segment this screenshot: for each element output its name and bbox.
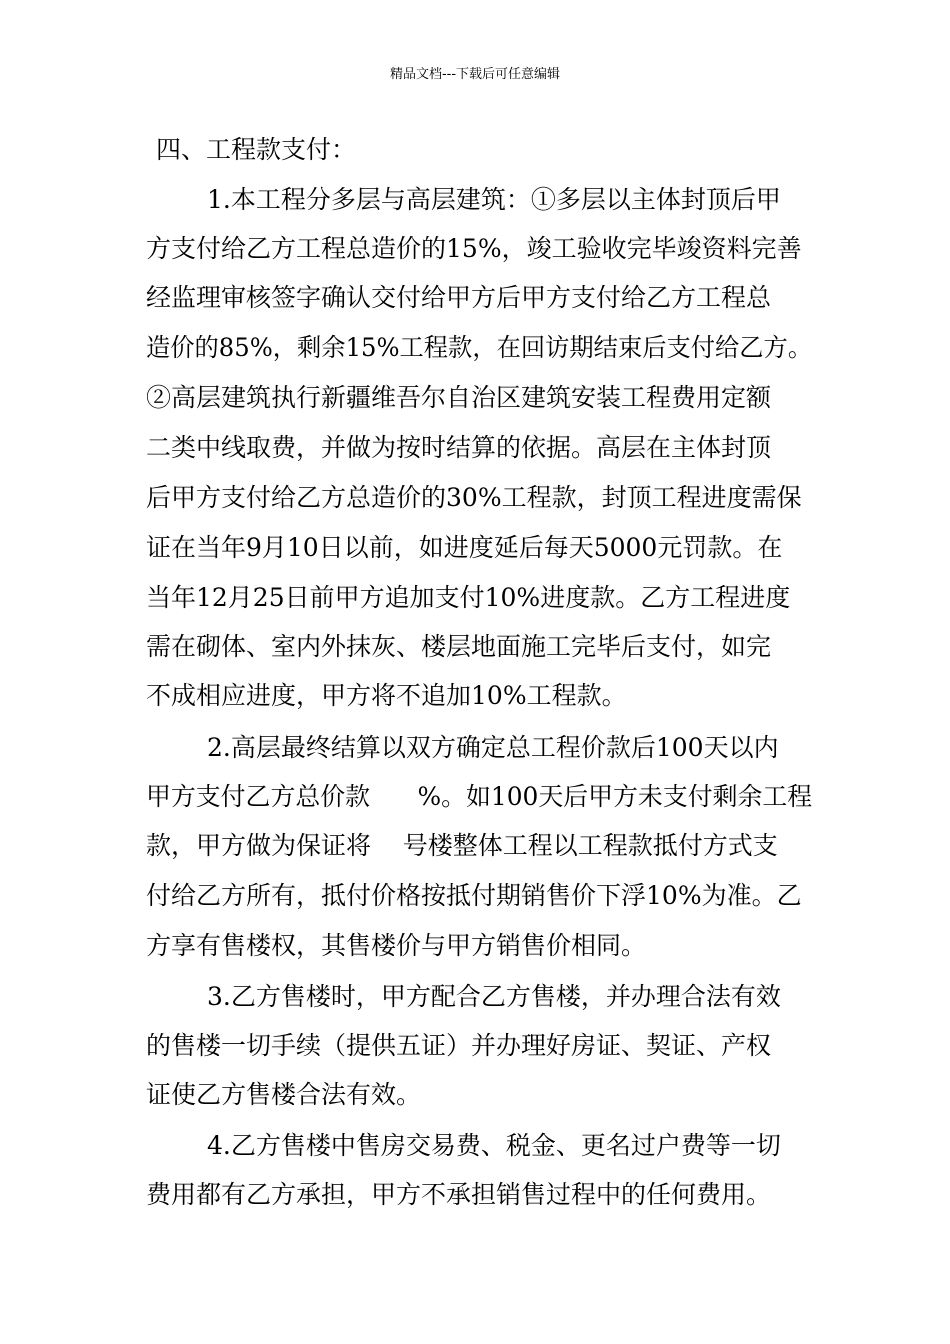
section-title: 四、工程款支付： — [156, 135, 357, 164]
paragraph-3-line: 的售楼一切手续（提供五证）并办理好房证、契证、产权 — [146, 1031, 772, 1060]
paragraph-2-line: 甲方支付乙方总价款 %。如100天后甲方未支付剩余工程 — [146, 782, 813, 811]
paragraph-2-line: 2.高层最终结算以双方确定总工程价款后100天以内 — [207, 733, 779, 762]
paragraph-1-line: 经监理审核签字确认交付给甲方后甲方支付给乙方工程总 — [146, 283, 772, 312]
paragraph-4-line: 4.乙方售楼中售房交易费、税金、更名过户费等一切 — [207, 1131, 781, 1160]
paragraph-1-line: ②高层建筑执行新疆维吾尔自治区建筑安装工程费用定额 — [146, 383, 772, 412]
paragraph-2-line: 方享有售楼权，其售楼价与甲方销售价相同。 — [146, 931, 647, 960]
paragraph-3-line: 证使乙方售楼合法有效。 — [146, 1080, 422, 1109]
paragraph-2-line: 付给乙方所有，抵付价格按抵付期销售价下浮10%为准。乙 — [146, 881, 802, 910]
paragraph-2-line: 款，甲方做为保证将 号楼整体工程以工程款抵付方式支 — [146, 831, 778, 860]
paragraph-4-line: 费用都有乙方承担，甲方不承担销售过程中的任何费用。 — [146, 1180, 772, 1209]
paragraph-1-line: 当年12月25日前甲方追加支付10%进度款。乙方工程进度 — [146, 583, 791, 612]
paragraph-3-line: 3.乙方售楼时，甲方配合乙方售楼，并办理合法有效 — [207, 982, 781, 1011]
paragraph-1-line: 造价的85%，剩余15%工程款，在回访期结束后支付给乙方。 — [146, 333, 813, 362]
paragraph-1-line: 方支付给乙方工程总造价的15%，竣工验收完毕竣资料完善 — [146, 234, 802, 263]
paragraph-1-line: 二类中线取费，并做为按时结算的依据。高层在主体封顶 — [146, 433, 772, 462]
page-header: 精品文档---下载后可任意编辑 — [389, 67, 561, 82]
paragraph-1-line: 1.本工程分多层与高层建筑：①多层以主体封顶后甲 — [207, 185, 781, 214]
paragraph-1-line: 需在砌体、室内外抹灰、楼层地面施工完毕后支付，如完 — [146, 632, 772, 661]
paragraph-1-line: 证在当年9月10日以前，如进度延后每天5000元罚款。在 — [146, 533, 783, 562]
paragraph-1-line: 后甲方支付给乙方总造价的30%工程款，封顶工程进度需保 — [146, 483, 802, 512]
paragraph-1-line: 不成相应进度，甲方将不追加10%工程款。 — [146, 681, 627, 710]
